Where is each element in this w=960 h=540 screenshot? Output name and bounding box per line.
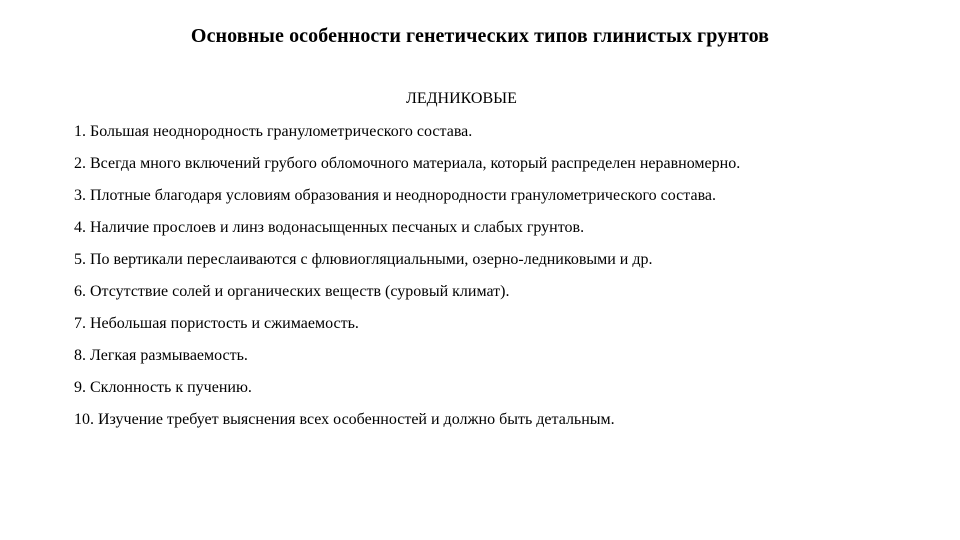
list-item: 6. Отсутствие солей и органических веществ (суровый климат). [74,283,510,300]
list-item: 9. Склонность к пучению. [74,379,252,396]
slide-title: Основные особенности генетических типов глинистых грунтов [190,25,770,47]
features-list [74,121,894,441]
list-item: 2. Всегда много включений грубого обломочного материала, который распределен неравномерно. [74,155,741,172]
list-item: 10. Изучение требует выяснения всех особенностей и должно быть детальным. [74,411,615,428]
list-item: 4. Наличие прослоев и линз водонасыщенных песчаных и слабых грунтов. [74,219,585,236]
section-heading: ЛЕДНИКОВЫЕ [406,90,517,107]
list-item: 1. Большая неоднородность гранулометрического состава. [74,123,473,140]
list-item: 3. Плотные благодаря условиям образования и неоднородности гранулометрического состава. [74,187,717,204]
list-item: 7. Небольшая пористость и сжимаемость. [74,315,359,332]
list-item: 5. По вертикали переслаиваются с флювиогляциальными, озерно-ледниковыми и др. [74,251,653,268]
list-item: 8. Легкая размываемость. [74,347,248,364]
